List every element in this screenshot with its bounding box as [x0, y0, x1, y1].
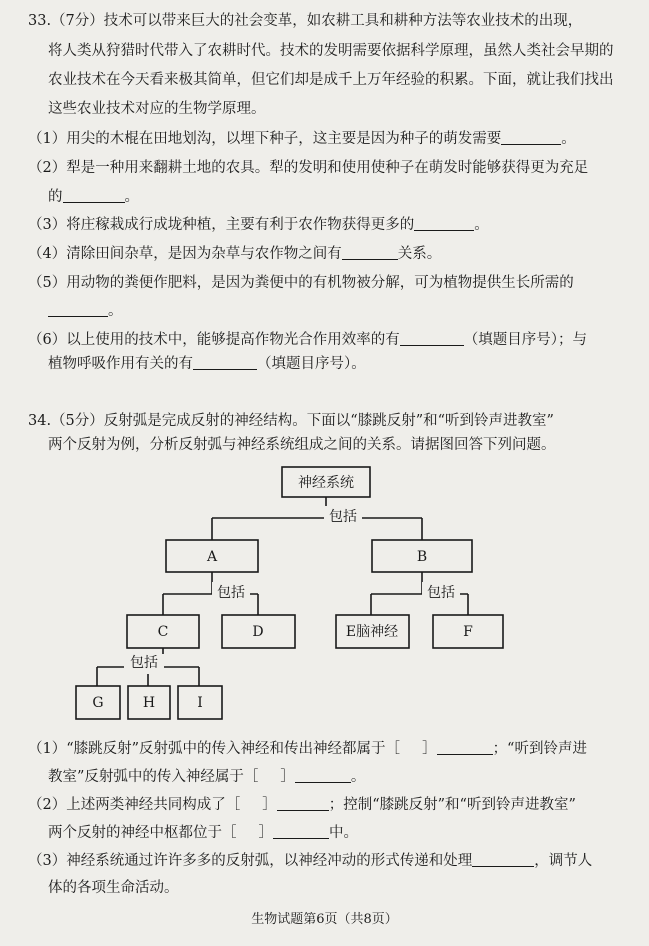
diagram-label-include: 包括	[130, 655, 158, 671]
diagram-label-c: C	[157, 624, 169, 640]
diagram-label-include: 包括	[329, 509, 357, 525]
q34-intro-line-2: 两个反射为例，分析反射弧与神经系统组成之间的关系。请据图回答下列问题。	[48, 437, 556, 453]
answer-blank[interactable]	[193, 355, 257, 370]
diagram-label-root: 神经系统	[298, 475, 354, 491]
answer-blank[interactable]	[414, 216, 474, 231]
nervous-system-diagram	[0, 460, 649, 732]
q33-item-6-line-1: （6）以上使用的技术中，能够提高作物光合作用效率的有 （填题目序号）；与	[28, 332, 587, 348]
q33-item-3: （3）将庄稼栽成行成垅种植，主要有利于农作物获得更多的 。	[28, 217, 489, 233]
q34-item-3-line-1: （3）神经系统通过许许多多的反射弧，以神经冲动的形式传递和处理 ，调节人	[28, 853, 593, 869]
diagram-label-i: I	[197, 695, 203, 711]
answer-blank[interactable]	[501, 130, 561, 145]
q34-item-1-line-1: （1）“膝跳反射”反射弧中的传入神经和传出神经都属于［ ］ ；“听到铃声进	[28, 741, 587, 757]
q34-item-1-line-2: 教室”反射弧中的传入神经属于［ ］ 。	[48, 769, 366, 785]
diagram-label-e: E脑神经	[345, 624, 399, 640]
q33-item-6-line-2: 植物呼吸作用有关的有 （填题目序号）。	[48, 356, 366, 372]
diagram-label-a: A	[206, 549, 218, 565]
q33-item-1: （1）用尖的木棍在田地划沟，以埋下种子，这主要是因为种子的萌发需要 。	[28, 131, 576, 147]
answer-blank[interactable]	[277, 796, 329, 811]
q34-item-3-line-2: 体的各项生命活动。	[48, 880, 179, 896]
q33-intro-line-2: 将人类从狩猎时代带入了农耕时代。技术的发明需要依据科学原理，虽然人类社会早期的	[48, 43, 614, 59]
q33-item-5-line-2: 。	[48, 302, 648, 320]
diagram-label-include: 包括	[427, 585, 455, 601]
q33-intro-line-4: 这些农业技术对应的生物学原理。	[48, 101, 266, 117]
q33-item-5-line-1: （5）用动物的粪便作肥料，是因为粪便中的有机物被分解，可为植物提供生长所需的	[28, 275, 574, 291]
diagram-label-include: 包括	[217, 585, 245, 601]
q34-item-2-line-2: 两个反射的神经中枢都位于［ ］ 中。	[48, 825, 358, 841]
diagram-label-d: D	[252, 624, 264, 640]
diagram-label-g: G	[92, 695, 104, 711]
answer-blank[interactable]	[342, 245, 398, 260]
answer-blank[interactable]	[472, 852, 534, 867]
q33-item-4: （4）清除田间杂草，是因为杂草与农作物之间有 关系。	[28, 246, 442, 262]
answer-blank[interactable]	[48, 302, 108, 317]
answer-blank[interactable]	[63, 188, 125, 203]
page-footer: 生物试题第6页（共8页）	[251, 912, 398, 927]
diagram-label-h: H	[142, 695, 156, 711]
answer-blank[interactable]	[437, 740, 493, 755]
q33-intro-line-1: 33.（7分）技术可以带来巨大的社会变革，如农耕工具和耕种方法等农业技术的出现，	[28, 13, 583, 29]
diagram-label-f: F	[463, 624, 473, 640]
diagram-label-b: B	[416, 549, 428, 565]
answer-blank[interactable]	[273, 824, 329, 839]
q33-item-2-line-1: （2）犁是一种用来翻耕土地的农具。犁的发明和使用使种子在萌发时能够获得更为充足	[28, 160, 589, 176]
q34-item-2-line-1: （2）上述两类神经共同构成了［ ］ ；控制“膝跳反射”和“听到铃声进教室”	[28, 797, 576, 813]
answer-blank[interactable]	[295, 768, 351, 783]
q33-item-1-text: （1）用尖的木棍在田地划沟，以埋下种子，这主要是因为种子的萌发需要	[28, 131, 502, 147]
q34-intro-line-1: 34.（5分）反射弧是完成反射的神经结构。下面以“膝跳反射”和“听到铃声进教室”	[28, 413, 554, 429]
q33-intro-line-3: 农业技术在今天看来极其简单，但它们却是成千上万年经验的积累。下面，就让我们找出	[48, 72, 614, 88]
answer-blank[interactable]	[400, 331, 464, 346]
q33-item-2-line-2: 的 。	[48, 189, 139, 205]
